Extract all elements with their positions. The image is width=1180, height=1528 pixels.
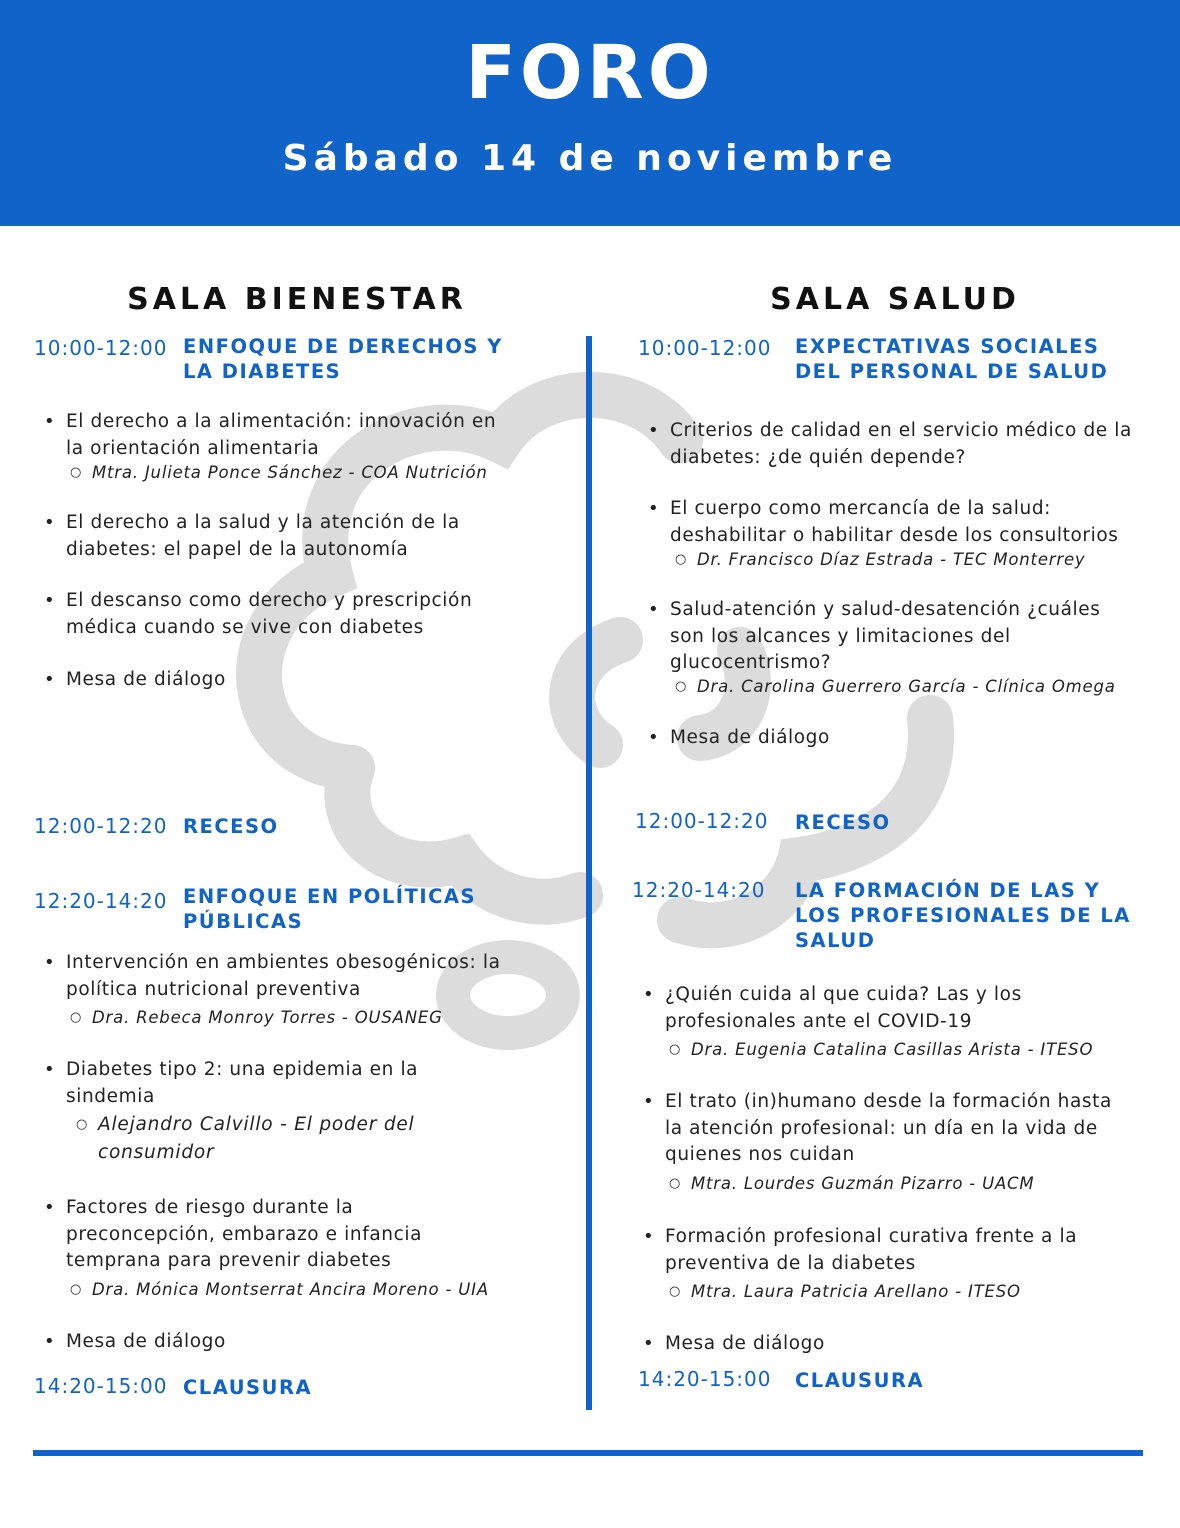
sala-salud-title: SALA SALUD bbox=[770, 282, 1020, 317]
list-item: • Diabetes tipo 2: una epidemia en la sindemia bbox=[44, 1059, 419, 1107]
speaker: ○ Dra. Mónica Montserrat Ancira Moreno - UIA bbox=[70, 1280, 489, 1299]
list-item: • Mesa de diálogo bbox=[643, 1333, 825, 1354]
list-item: • El derecho a la salud y la atención de la diabetes: el papel de la autonomía bbox=[44, 512, 460, 560]
speaker: ○ Dra. Carolina Guerrero García - Clínica Omega bbox=[675, 677, 1116, 696]
list-item: • Criterios de calidad en el servicio médico de la diabetes: ¿de quién depende? bbox=[648, 420, 1132, 468]
session-time: 12:20-14:20 bbox=[34, 889, 168, 913]
session-title: EXPECTATIVAS SOCIALES DEL PERSONAL DE SALUD bbox=[795, 335, 1109, 383]
page-title: FORO bbox=[465, 30, 715, 116]
session-title: RECESO bbox=[183, 815, 279, 838]
list-item: • El descanso como derecho y prescripción médica cuando se vive con diabetes bbox=[44, 590, 473, 638]
list-item: • El cuerpo como mercancía de la salud: deshabilitar o habilitar desde los consultorios bbox=[648, 498, 1119, 546]
list-item: • ¿Quién cuida al que cuida? Las y los profesionales ante el COVID-19 bbox=[643, 984, 1022, 1032]
speaker: ○ Mtra. Lourdes Guzmán Pizarro - UACM bbox=[669, 1174, 1035, 1193]
session-title: RECESO bbox=[795, 811, 891, 834]
session-time: 10:00-12:00 bbox=[638, 336, 772, 360]
speaker: ○ Mtra. Laura Patricia Arellano - ITESO bbox=[669, 1282, 1021, 1301]
speaker: ○ Dr. Francisco Díaz Estrada - TEC Monterrey bbox=[675, 550, 1086, 569]
list-item: • Intervención en ambientes obesogénicos: la política nutricional preventiva bbox=[44, 952, 501, 1000]
session-time: 14:20-15:00 bbox=[34, 1374, 168, 1398]
speaker: ○ Alejandro Calvillo - El poder del consumidor bbox=[76, 1114, 415, 1163]
event-date: Sábado 14 de noviembre bbox=[282, 138, 898, 179]
session-time: 14:20-15:00 bbox=[638, 1367, 772, 1391]
list-item: • El trato (in)humano desde la formación hasta la atención profesional: un día en la vida de quienes nos cuidan bbox=[643, 1091, 1112, 1165]
column-divider bbox=[586, 336, 592, 1410]
list-item: • Salud-atención y salud-desatención ¿cuáles son los alcances y limitaciones del glucocentrismo? bbox=[648, 599, 1101, 673]
session-title: CLAUSURA bbox=[183, 1376, 313, 1399]
list-item: • Mesa de diálogo bbox=[44, 669, 226, 690]
session-time: 10:00-12:00 bbox=[34, 336, 168, 360]
list-item: • Factores de riesgo durante la preconcepción, embarazo e infancia temprana para prevenir diabetes bbox=[44, 1197, 423, 1271]
list-item: • Mesa de diálogo bbox=[648, 727, 830, 748]
sala-bienestar-title: SALA BIENESTAR bbox=[127, 282, 467, 317]
list-item: • Mesa de diálogo bbox=[44, 1331, 226, 1352]
footer-divider bbox=[33, 1450, 1143, 1456]
session-time: 12:00-12:20 bbox=[34, 814, 168, 838]
speaker: ○ Dra. Eugenia Catalina Casillas Arista - ITESO bbox=[669, 1040, 1094, 1059]
session-title: ENFOQUE EN POLÍTICAS PÚBLICAS bbox=[183, 885, 477, 933]
session-title: LA FORMACIÓN DE LAS Y LOS PROFESIONALES DE LA SALUD bbox=[795, 879, 1131, 952]
session-time: 12:00-12:20 bbox=[635, 809, 769, 833]
speaker: ○ Dra. Rebeca Monroy Torres - OUSANEG bbox=[70, 1008, 443, 1027]
session-title: CLAUSURA bbox=[795, 1369, 925, 1392]
list-item: • Formación profesional curativa frente a la preventiva de la diabetes bbox=[643, 1226, 1078, 1274]
list-item: • El derecho a la alimentación: innovación en la orientación alimentaria bbox=[44, 411, 497, 459]
session-title: ENFOQUE DE DERECHOS Y LA DIABETES bbox=[183, 335, 503, 383]
session-time: 12:20-14:20 bbox=[632, 878, 766, 902]
header-banner bbox=[0, 0, 1180, 226]
speaker: ○ Mtra. Julieta Ponce Sánchez - COA Nutrición bbox=[70, 463, 488, 482]
